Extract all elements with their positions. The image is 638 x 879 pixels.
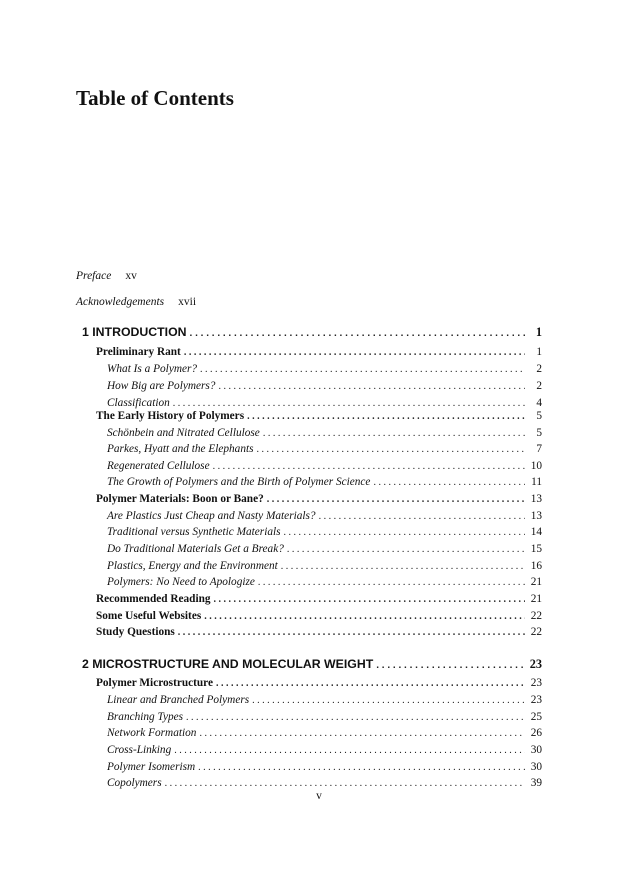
- toc-entry-page: 22: [530, 626, 542, 638]
- toc-entry-title: Traditional versus Synthetic Materials: [107, 526, 281, 538]
- dot-leader: [218, 381, 525, 392]
- toc-entry-title: Recommended Reading: [96, 593, 211, 605]
- toc-entry-page: 14: [530, 526, 542, 538]
- toc-entry-page: 11: [531, 476, 542, 488]
- toc-entry-page: 23: [530, 694, 542, 706]
- dot-leader: [263, 428, 525, 439]
- toc-entry-sub[interactable]: [107, 363, 542, 375]
- toc-entry-title: Plastics, Energy and the Environment: [107, 560, 278, 572]
- toc-entry-title: Regenerated Cellulose: [107, 460, 210, 472]
- toc-entry-title: The Growth of Polymers and the Birth of Polymer Science: [107, 476, 371, 488]
- toc-entry-title: The Early History of Polymers: [96, 410, 245, 422]
- dot-leader: [190, 328, 525, 339]
- toc-entry-title: Preliminary Rant: [96, 346, 181, 358]
- toc-entry-page: 1: [535, 325, 542, 339]
- page-number: v: [316, 790, 322, 802]
- toc-entry-page: 23: [529, 657, 542, 671]
- dot-leader: [257, 444, 525, 455]
- toc-entry-section[interactable]: [96, 346, 542, 358]
- dot-leader: [199, 728, 525, 739]
- dot-leader: [319, 511, 525, 522]
- toc-entry-page: 25: [530, 711, 542, 723]
- toc-entry-page: 26: [530, 727, 542, 739]
- toc-entry-sub[interactable]: [107, 443, 542, 455]
- dot-leader: [281, 561, 525, 572]
- dot-leader: [287, 544, 525, 555]
- dot-leader: [247, 411, 525, 422]
- toc-entry-sub[interactable]: [107, 510, 542, 522]
- dot-leader: [198, 762, 525, 773]
- toc-entry-sub[interactable]: [107, 576, 542, 588]
- dot-leader: [178, 627, 525, 638]
- toc-entry-page: 2: [536, 363, 542, 375]
- toc-entry-title: 1 INTRODUCTION: [82, 325, 187, 339]
- toc-entry-page: 21: [530, 576, 542, 588]
- toc-entry-title: Classification: [107, 397, 170, 409]
- toc-entry-title: Polymers: No Need to Apologize: [107, 576, 255, 588]
- toc-entry-section[interactable]: [96, 626, 542, 638]
- dot-leader: [373, 477, 525, 488]
- toc-entry-sub[interactable]: [107, 744, 542, 756]
- toc-entry-title: Schönbein and Nitrated Cellulose: [107, 427, 260, 439]
- toc-entry-section[interactable]: [96, 677, 542, 689]
- dot-leader: [165, 778, 525, 789]
- front-matter-page: xv: [125, 270, 137, 282]
- toc-entry-sub[interactable]: [107, 380, 542, 392]
- dot-leader: [214, 594, 525, 605]
- toc-entry-page: 16: [530, 560, 542, 572]
- dot-leader: [200, 364, 525, 375]
- front-matter-page: xvii: [178, 296, 197, 308]
- toc-entry-page: 13: [530, 510, 542, 522]
- toc-entry-page: 23: [530, 677, 542, 689]
- page-title: Table of Contents: [76, 86, 234, 110]
- toc-entry-page: 30: [530, 744, 542, 756]
- toc-entry-page: 22: [530, 610, 542, 622]
- toc-entry-sub[interactable]: [107, 694, 542, 706]
- toc-entry-title: Some Useful Websites: [96, 610, 202, 622]
- dot-leader: [184, 347, 525, 358]
- dot-leader: [174, 745, 525, 756]
- toc-entry-sub[interactable]: [107, 560, 542, 572]
- dot-leader: [204, 611, 525, 622]
- dot-leader: [252, 695, 525, 706]
- toc-entry-section[interactable]: [96, 593, 542, 605]
- toc-entry-section[interactable]: [96, 410, 542, 422]
- front-matter-acknowledgements[interactable]: [76, 296, 196, 308]
- toc-entry-title: Linear and Branched Polymers: [107, 694, 250, 706]
- toc-entry-sub[interactable]: [107, 543, 542, 555]
- toc-entry-title: Study Questions: [96, 626, 175, 638]
- toc-entry-title: Do Traditional Materials Get a Break?: [107, 543, 284, 555]
- front-matter-label: Acknowledgements: [76, 296, 165, 308]
- toc-entry-title: How Big are Polymers?: [107, 380, 216, 392]
- dot-leader: [173, 398, 525, 409]
- toc-entry-page: 13: [530, 493, 542, 505]
- dot-leader: [284, 527, 525, 538]
- toc-entry-page: 4: [536, 397, 542, 409]
- front-matter-preface[interactable]: [76, 270, 137, 282]
- toc-entry-page: 7: [536, 443, 542, 455]
- toc-entry-chapter[interactable]: [82, 657, 542, 672]
- toc-entry-title: Are Plastics Just Cheap and Nasty Materials?: [107, 510, 316, 522]
- toc-entry-section[interactable]: [96, 493, 542, 505]
- toc-entry-sub[interactable]: [107, 460, 542, 472]
- toc-entry-title: Network Formation: [107, 727, 197, 739]
- toc-entry-title: Parkes, Hyatt and the Elephants: [107, 443, 254, 455]
- toc-entry-page: 39: [530, 777, 542, 789]
- dot-leader: [258, 577, 525, 588]
- toc-entry-sub[interactable]: [107, 476, 542, 488]
- toc-entry-sub[interactable]: [107, 761, 542, 773]
- toc-entry-sub[interactable]: [107, 526, 542, 538]
- toc-entry-page: 2: [536, 380, 542, 392]
- toc-entry-title: What Is a Polymer?: [107, 363, 198, 375]
- toc-entry-chapter[interactable]: [82, 325, 542, 340]
- toc-entry-page: 15: [530, 543, 542, 555]
- dot-leader: [186, 712, 525, 723]
- dot-leader: [376, 660, 525, 671]
- toc-entry-page: 5: [536, 410, 542, 422]
- toc-entry-page: 1: [536, 346, 542, 358]
- toc-entry-sub[interactable]: [107, 777, 542, 789]
- toc-entry-title: Branching Types: [107, 711, 184, 723]
- toc-entry-title: Polymer Materials: Boon or Bane?: [96, 493, 264, 505]
- toc-entry-title: Polymer Microstructure: [96, 677, 214, 689]
- dot-leader: [267, 494, 525, 505]
- toc-entry-section[interactable]: [96, 610, 542, 622]
- toc-entry-page: 5: [536, 427, 542, 439]
- toc-entry-page: 30: [530, 761, 542, 773]
- dot-leader: [216, 678, 525, 689]
- toc-entry-sub[interactable]: [107, 427, 542, 439]
- toc-entry-title: Polymer Isomerism: [107, 761, 196, 773]
- toc-entry-title: Copolymers: [107, 777, 162, 789]
- toc-entry-page: 10: [530, 460, 542, 472]
- dot-leader: [213, 461, 525, 472]
- toc-entry-title: 2 MICROSTRUCTURE AND MOLECULAR WEIGHT: [82, 657, 374, 671]
- toc-entry-sub[interactable]: [107, 727, 542, 739]
- front-matter-label: Preface: [76, 270, 112, 282]
- toc-entry-sub[interactable]: [107, 711, 542, 723]
- toc-entry-page: 21: [530, 593, 542, 605]
- toc-entry-sub[interactable]: [107, 397, 542, 409]
- toc-entry-title: Cross-Linking: [107, 744, 172, 756]
